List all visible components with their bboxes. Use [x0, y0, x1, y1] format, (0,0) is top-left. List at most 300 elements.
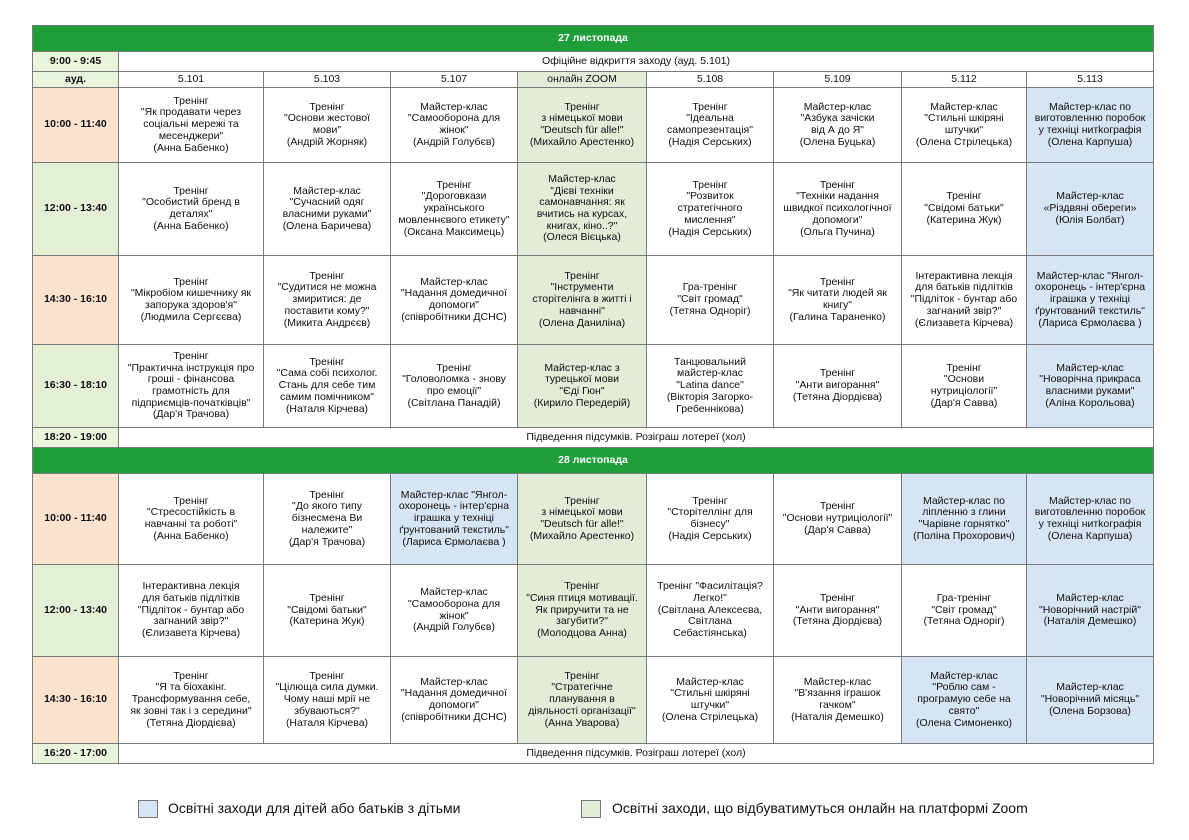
session-cell-kids [1027, 163, 1154, 256]
session-line: Тренінг [309, 269, 345, 282]
session-line: мови" [312, 124, 342, 136]
session-line: "Новорічний настрій" [1038, 603, 1141, 616]
session-line: грамотність для [152, 385, 230, 397]
session-line: "Свідомі батьки" [287, 603, 367, 616]
session-cell [391, 256, 518, 345]
session-line: Майстер-клас [420, 100, 488, 113]
session-line: (Кирило Передерій) [533, 396, 631, 409]
session-line: Тренінг [692, 100, 728, 113]
room-header: 5.112 [902, 72, 1027, 88]
session-line: (Дар'я Савва) [804, 523, 871, 536]
session-cell [902, 565, 1027, 657]
session-line: (Олена Карпуша) [1047, 135, 1133, 148]
session-line: ґрунтований текстиль" [399, 523, 509, 536]
session-line: (Андрій Голубєв) [413, 621, 495, 634]
session-line: "Основи [943, 373, 985, 386]
time-slot: 14:30 - 16:10 [33, 657, 119, 744]
session-line: "Стресостійкість в [146, 506, 236, 519]
session-line: жінок" [439, 124, 469, 136]
session-line: "Світ громад" [677, 293, 743, 306]
schedule-row [33, 256, 1154, 345]
closing-time: 18:20 - 19:00 [33, 428, 119, 448]
session-line: Світлана [688, 615, 732, 628]
session-line: (Наталя Кірчева) [285, 716, 369, 729]
session-line: Майстер-клас [676, 675, 744, 688]
session-line: Майстер-клас "Янгол- [1036, 269, 1144, 282]
session-line: гачком" [819, 699, 856, 711]
session-line: Майстер-клас з [544, 361, 620, 374]
session-line: Тренінг [173, 494, 209, 507]
session-cell [264, 163, 391, 256]
session-line: (Олена Карпуша) [1047, 529, 1133, 542]
session-line: Майстер-клас по [1048, 494, 1132, 507]
session-line: соціальні мережі та [143, 118, 239, 131]
session-line: бізнесмена Ви [291, 512, 363, 525]
session-cell [647, 657, 774, 744]
session-line: (Наталія Демешко) [1043, 615, 1137, 628]
session-cell-zoom [518, 345, 647, 428]
session-cell [264, 657, 391, 744]
session-line: "Я та біохакінг. [155, 681, 227, 694]
session-line: "Інструменти [550, 281, 614, 294]
session-line: (Олена Борзова) [1049, 704, 1131, 717]
legend-kids-text: Освітні заходи для дітей або батьків з дітьми [168, 800, 461, 816]
session-cell-zoom [518, 565, 647, 657]
session-line: власними руками" [1045, 385, 1135, 397]
session-line: (Тетяна Одноріг) [669, 304, 751, 317]
session-line: "Стратегічне [551, 681, 613, 694]
session-cell [902, 256, 1027, 345]
session-line: Тренінг [309, 669, 345, 682]
session-line: виготовленню поробок [1034, 506, 1146, 519]
session-line: Тренінг [309, 355, 345, 368]
session-line: "Стильні шкіряні [670, 687, 750, 700]
session-line: Майстер-клас [1056, 190, 1124, 203]
session-line: (Дар'я Трачова) [288, 535, 366, 548]
session-line: у техніці нитkографія [1038, 124, 1142, 136]
session-line: турецької мови [544, 373, 620, 386]
session-line: "Особистий бренд в [142, 196, 240, 209]
session-line: загнаний звір?" [153, 615, 229, 628]
session-line: (Катерина Жук) [289, 615, 365, 628]
session-line: іграшка у техніці [413, 512, 495, 525]
session-line: Майстер-клас [420, 275, 488, 288]
session-line: Майстер-клас "Янгол- [400, 488, 508, 501]
session-line: Тренінг [819, 591, 856, 604]
session-line: "Основи жестової [283, 112, 370, 125]
session-cell-zoom [518, 657, 647, 744]
session-line: "Синя птиця мотивації. [526, 591, 638, 604]
session-line: "Азбука зачіски [800, 112, 875, 125]
session-line: охоронець - інтер'єрна [1034, 281, 1146, 294]
closing-row [33, 744, 1154, 764]
session-line: (Наталія Демешко) [791, 710, 884, 723]
session-line: (Андрій Голубєв) [413, 135, 495, 148]
session-line: Гребеннікова) [676, 402, 744, 415]
session-cell [264, 256, 391, 345]
session-line: Тренінг [564, 580, 600, 593]
session-line: вчитись на курсах, [536, 208, 628, 220]
closing-time: 16:20 - 17:00 [33, 744, 119, 764]
session-line: Майстер-клас [1056, 681, 1124, 694]
session-cell-zoom [518, 163, 647, 256]
legend-zoom-swatch [581, 800, 601, 818]
session-line: нутриціології" [930, 385, 998, 397]
session-line: книгу" [822, 299, 853, 311]
session-line: "Deutsch für alle!" [540, 518, 624, 530]
session-cell-kids [902, 474, 1027, 565]
session-cell [647, 163, 774, 256]
session-line: (Олена Буцька) [799, 135, 876, 148]
session-line: самопрезентація" [667, 124, 753, 136]
session-line: допомоги" [429, 299, 479, 311]
session-cell-zoom [518, 474, 647, 565]
session-line: швидкої психологічної [783, 202, 892, 215]
session-line: (Тетяна Одноріг) [923, 615, 1005, 628]
session-line: Чому наші мрії не [283, 693, 371, 706]
opening-text: Офіційне відкриття заходу (ауд. 5.101) [119, 52, 1154, 72]
room-header: 5.108 [647, 72, 774, 88]
session-line: (Надія Серських) [668, 135, 752, 148]
session-line: Майстер-клас [930, 100, 998, 113]
session-line: "Цілюща сила думки. [275, 681, 379, 694]
session-line: Майстер-клас [1056, 591, 1124, 604]
session-line: штучки" [690, 699, 730, 711]
session-cell [902, 345, 1027, 428]
session-cell [774, 256, 902, 345]
session-line: (Лариса Єрмолаєва ) [402, 535, 506, 548]
room-header-zoom: онлайн ZOOM [518, 72, 647, 88]
session-line: Тренінг [173, 94, 209, 107]
session-line: мислення" [684, 213, 736, 226]
session-cell [647, 474, 774, 565]
session-line: Майстер-клас по [1048, 100, 1132, 113]
session-line: Інтерактивна лекція [142, 580, 240, 593]
session-line: (Ольга Пучина) [800, 225, 875, 238]
time-slot: 12:00 - 13:40 [33, 163, 119, 256]
time-slot: 14:30 - 16:10 [33, 256, 119, 345]
session-cell [774, 657, 902, 744]
session-cell [774, 163, 902, 256]
session-line: (Михайло Арестенко) [529, 529, 635, 542]
session-line: "Роблю сам - [932, 681, 996, 694]
session-line: Майстер-клас [420, 675, 488, 688]
session-line: (Наталя Кірчева) [285, 402, 369, 415]
session-line: як зовні так і з середини" [130, 704, 252, 717]
session-line: (Лариса Єрмолаєва ) [1038, 316, 1142, 329]
session-cell [391, 88, 518, 163]
session-line: (Олеся Вієцька) [543, 231, 621, 244]
session-line: "Дієві техніки [550, 184, 614, 197]
session-line: месенджери" [158, 129, 224, 142]
session-line: (Єлизавета Кірчева) [141, 627, 241, 640]
session-line: українського [423, 202, 485, 215]
session-cell [391, 657, 518, 744]
session-line: (Галина Тараненко) [789, 310, 886, 323]
session-line: ліпленню з глини [922, 506, 1006, 519]
session-line: сторітелінга в житті і [532, 293, 632, 306]
session-line: самонавчання: як [539, 196, 625, 209]
session-line: "Самооборона для [407, 597, 501, 610]
session-line: книгах, кіно..?" [546, 219, 618, 232]
session-cell [647, 88, 774, 163]
session-line: для батьків підлітків [915, 281, 1013, 294]
session-line: "Сама собі психолог. [276, 367, 378, 380]
session-line: (Вікторія Загорко- [666, 390, 754, 403]
session-line: у техніці нитkографія [1038, 518, 1142, 530]
session-cell [119, 657, 264, 744]
session-line: Трансформування себе, [131, 693, 251, 706]
session-line: "Сучасний одяг [289, 196, 365, 209]
session-line: майстер-клас [677, 367, 743, 380]
session-line: "Новорічний місяць" [1040, 693, 1140, 706]
session-line: допомоги" [812, 213, 863, 226]
session-cell [264, 565, 391, 657]
session-line: Інтерактивна лекція [915, 269, 1013, 282]
session-line: Тренінг [309, 488, 345, 501]
session-cell [264, 474, 391, 565]
session-line: Майстер-клас [803, 100, 872, 113]
session-cell [119, 256, 264, 345]
session-line: навчанні та роботі" [144, 518, 238, 530]
session-line: від А до Я" [810, 124, 865, 136]
session-line: Тренінг [819, 367, 856, 380]
session-line: іграшка у техніці [1049, 293, 1131, 306]
session-line: (Аліна Корольова) [1045, 396, 1135, 409]
session-line: (Анна Уварова) [544, 716, 620, 729]
schedule-row [33, 345, 1154, 428]
session-cell [774, 565, 902, 657]
session-line: виготовленню поробок [1034, 112, 1146, 125]
day1-header-row [33, 26, 1154, 52]
session-line: "Новорічна прикраса [1039, 373, 1141, 386]
session-cell [902, 88, 1027, 163]
session-line: (Анна Бабенко) [153, 219, 229, 232]
session-line: "Підліток - бунтар або [137, 603, 245, 616]
session-line: Майстер-клас [803, 675, 872, 688]
session-line: Майстер-клас [930, 669, 998, 682]
room-header: 5.113 [1027, 72, 1154, 88]
session-cell [119, 88, 264, 163]
session-line: Майстер-клас [293, 184, 361, 197]
session-line: (Анна Бабенко) [153, 141, 229, 154]
session-line: збуваються?" [294, 704, 360, 717]
session-line: Тренінг [564, 669, 600, 682]
opening-row [33, 52, 1154, 72]
day2-title: 28 листопада [33, 448, 1154, 474]
session-line: (співробітники ДСНС) [401, 710, 507, 723]
room-header: 5.107 [391, 72, 518, 88]
session-line: з німецької мови [541, 506, 623, 519]
session-line: (Світлана Панадій) [407, 396, 501, 409]
session-line: (Михайло Арестенко) [529, 135, 635, 148]
session-cell-kids [902, 657, 1027, 744]
session-line: "Розвиток [686, 190, 734, 203]
session-line: Легко!" [693, 591, 727, 604]
session-line: (Олена Стрілецька) [661, 710, 759, 723]
session-line: підприємців-початківців" [131, 396, 251, 409]
day1-title: 27 листопада [33, 26, 1154, 52]
closing-text: Підведення підсумків. Розіграш лотереї (хол) [119, 744, 1154, 764]
session-line: (Тетяна Діордієва) [146, 716, 236, 729]
session-line: "Судитися не можна [277, 281, 377, 294]
session-line: з німецької мови [541, 112, 623, 125]
session-line: Стань для себе тим [278, 379, 376, 392]
session-line: "Підліток - бунтар або [910, 293, 1018, 306]
legend-kids-swatch [138, 800, 158, 818]
session-line: загубити?" [556, 615, 608, 628]
session-line: (Молодцова Анна) [537, 627, 627, 640]
session-line: "Головоломка - знову [402, 373, 506, 386]
session-line: "Мікробіом кишечнику як [130, 287, 252, 300]
session-line: "Світ громад" [931, 603, 997, 616]
session-cell [391, 163, 518, 256]
day2-header-row [33, 448, 1154, 474]
session-line: Майстер-клас [420, 586, 488, 599]
session-line: (Анна Бабенко) [153, 529, 229, 542]
session-line: "Техніки надання [796, 190, 879, 203]
session-line: самим помічником" [279, 390, 375, 403]
session-line: (Олена Баричева) [282, 219, 372, 232]
session-cell [119, 163, 264, 256]
session-line: Тренінг [692, 494, 728, 507]
session-line: "Дороговкази [421, 190, 487, 203]
session-cell-kids [1027, 345, 1154, 428]
session-line: охоронець - інтер'єрна [398, 500, 510, 513]
session-line: (Тетяна Діордієва) [792, 615, 883, 628]
session-line: (Юлія Болбат) [1055, 213, 1125, 226]
session-line: "Свідомі батьки" [924, 202, 1004, 215]
session-cell [391, 565, 518, 657]
session-line: "Latina dance" [676, 379, 744, 392]
schedule-row [33, 88, 1154, 163]
session-line: запорука здоров'я" [145, 299, 237, 311]
schedule-row [33, 565, 1154, 657]
session-cell [774, 88, 902, 163]
session-line: про емоції" [426, 385, 482, 397]
legend-zoom-text: Освітні заходи, що відбуватимуться онлайн на платформі Zoom [612, 800, 1028, 816]
session-line: "Основи нутриціології" [782, 512, 893, 525]
session-line: Тренінг [309, 100, 345, 113]
session-line: "Надання домедичної [400, 287, 508, 300]
session-line: Тренінг "Фасилітація? [657, 580, 763, 593]
room-header: 5.101 [119, 72, 264, 88]
session-line: (Світлана Алексеєва, [657, 603, 763, 616]
session-line: "Стильні шкіряні [924, 112, 1004, 125]
session-line: (Олена Стрілецька) [915, 135, 1013, 148]
session-line: Тренінг [819, 178, 856, 191]
session-line: Танцювальний [674, 355, 746, 368]
session-line: «Різдвяні обереги» [1043, 202, 1137, 215]
session-line: програмую себе на [917, 693, 1011, 706]
session-line: "Сторітеллінг для [667, 506, 753, 519]
session-line: (Олена Даниліна) [538, 316, 626, 329]
aud-label: ауд. [33, 72, 119, 88]
schedule-row [33, 474, 1154, 565]
time-slot: 16:30 - 18:10 [33, 345, 119, 428]
room-header: 5.109 [774, 72, 902, 88]
session-line: (Надія Серських) [668, 529, 752, 542]
session-line: штучки" [944, 124, 984, 136]
session-cell [902, 163, 1027, 256]
session-line: "Практична інструкція про [127, 361, 255, 374]
session-cell [391, 345, 518, 428]
session-line: допомоги" [429, 699, 479, 711]
session-cell [119, 474, 264, 565]
session-line: "В'язання іграшок [794, 687, 881, 700]
session-line: гроші - фінансова [147, 373, 235, 386]
session-line: загнаний звір?" [926, 304, 1002, 317]
session-line: "Чарівне горнятко" [918, 518, 1010, 530]
opening-time: 9:00 - 9:45 [33, 52, 119, 72]
session-cell-kids [391, 474, 518, 565]
session-line: "Єді Гюн" [559, 385, 605, 397]
session-line: Тренінг [564, 100, 600, 113]
session-line: "Самооборона для [407, 112, 501, 125]
session-line: навчанні" [559, 304, 605, 317]
closing-row [33, 428, 1154, 448]
session-line: (співробітники ДСНС) [401, 310, 507, 323]
session-cell [774, 345, 902, 428]
schedule-row [33, 657, 1154, 744]
session-line: Тренінг [436, 178, 472, 191]
session-line: (Надія Серських) [668, 225, 752, 238]
session-line: Тренінг [946, 190, 982, 203]
session-cell [264, 88, 391, 163]
session-line: Тренінг [173, 184, 209, 197]
session-line: Як приручити та не [535, 603, 629, 616]
time-slot: 10:00 - 11:40 [33, 474, 119, 565]
session-line: деталях" [169, 208, 213, 220]
session-line: Тренінг [819, 275, 856, 288]
session-line: належите" [301, 523, 353, 536]
time-slot: 10:00 - 11:40 [33, 88, 119, 163]
session-line: Гра-тренінг [936, 591, 992, 604]
session-line: (Андрій Жорняк) [286, 135, 368, 148]
session-cell [119, 565, 264, 657]
session-line: (Людмила Сергєєва) [140, 310, 242, 323]
session-line: "Анти вигорання" [795, 603, 880, 616]
session-line: Тренінг [309, 591, 345, 604]
session-line: (Оксана Максимець) [403, 225, 505, 238]
session-line: (Єлизавета Кірчева) [914, 316, 1014, 329]
session-cell-kids [1027, 657, 1154, 744]
session-line: "До якого типу [292, 500, 362, 513]
session-line: "Deutsch für alle!" [540, 124, 624, 136]
time-slot: 12:00 - 13:40 [33, 565, 119, 657]
session-cell-kids [1027, 256, 1154, 345]
session-cell [647, 345, 774, 428]
session-line: (Поліна Прохорович) [913, 529, 1015, 542]
room-header: 5.103 [264, 72, 391, 88]
schedule-row [33, 163, 1154, 256]
session-line: Тренінг [564, 269, 600, 282]
session-line: Себастіянська) [673, 627, 747, 640]
session-line: (Олена Симоненко) [915, 716, 1013, 729]
session-line: (Катерина Жук) [926, 213, 1002, 226]
session-line: "Анти вигорання" [795, 379, 880, 392]
legend [138, 799, 1148, 819]
session-line: Майстер-клас [1056, 361, 1124, 374]
session-line: ґрунтований текстиль" [1035, 304, 1145, 317]
session-line: мовленнєвого етикету" [398, 213, 510, 226]
session-line: Майстер-клас по [922, 494, 1006, 507]
session-line: (Тетяна Діордієва) [792, 390, 883, 403]
session-line: свято" [948, 704, 980, 717]
session-cell-zoom [518, 88, 647, 163]
session-line: "Як продавати через [140, 106, 242, 119]
session-cell-kids [1027, 565, 1154, 657]
